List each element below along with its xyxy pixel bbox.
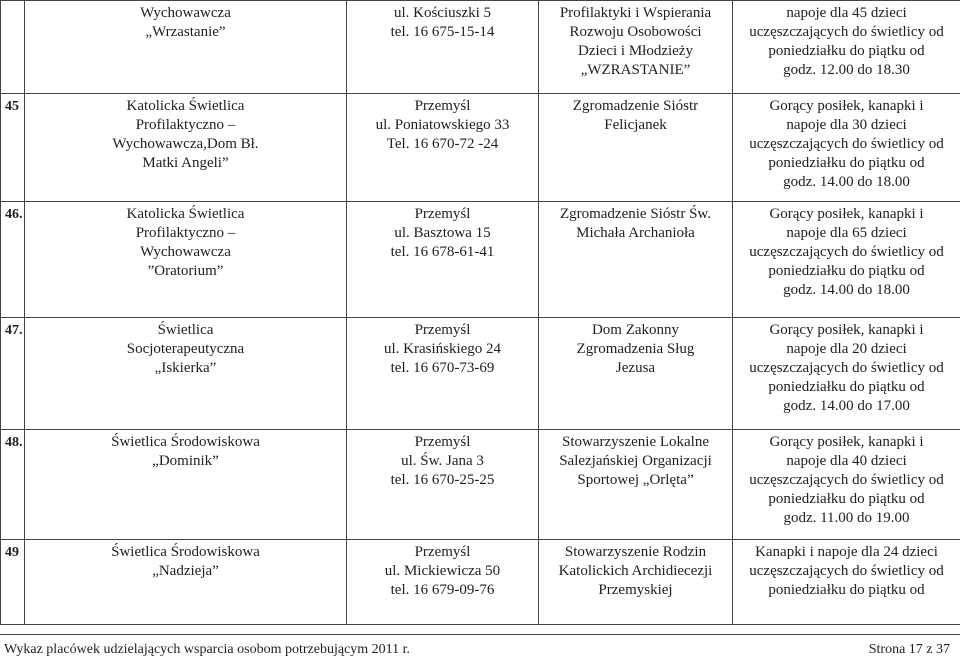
cell-service bbox=[733, 430, 960, 540]
org-line: Zgromadzenie Sióstr Św. bbox=[559, 206, 712, 222]
service-line: poniedziałku do piątku od bbox=[768, 263, 925, 279]
name-line: „Wrzastanie” bbox=[145, 24, 226, 40]
org-line: Michała Archanioła bbox=[576, 225, 695, 241]
cell-org bbox=[539, 202, 733, 318]
cell-name bbox=[25, 94, 347, 202]
name-line: Świetlica bbox=[157, 322, 214, 338]
service-line: Gorący posiłek, kanapki i bbox=[769, 434, 924, 450]
address-line: tel. 16 678-61-41 bbox=[390, 244, 495, 260]
address-line: Przemyśl bbox=[414, 206, 471, 222]
org-line: Dzieci i Młodzieży bbox=[578, 43, 693, 59]
name-line: Profilaktyczno – bbox=[135, 117, 236, 133]
footer-page-number: Strona 17 z 37 bbox=[868, 642, 950, 657]
cell-service bbox=[733, 1, 960, 94]
cell-address bbox=[347, 430, 539, 540]
org-line: Rozwoju Osobowości bbox=[569, 24, 702, 40]
address-line: Przemyśl bbox=[414, 98, 471, 114]
service-line: godz. 14.00 do 18.00 bbox=[783, 282, 910, 298]
org-line: Salezjańskiej Organizacji bbox=[559, 453, 712, 469]
name-line: Świetlica Środowiskowa bbox=[111, 434, 260, 450]
address-line: Tel. 16 670-72 -24 bbox=[386, 136, 499, 152]
cell-address bbox=[347, 202, 539, 318]
service-line: Gorący posiłek, kanapki i bbox=[769, 322, 924, 338]
table-row bbox=[1, 430, 960, 540]
footer-divider bbox=[0, 634, 960, 635]
name-line: ”Oratorium” bbox=[147, 263, 224, 279]
service-line: napoje dla 45 dzieci bbox=[786, 5, 907, 21]
cell-org bbox=[539, 1, 733, 94]
cell-address bbox=[347, 540, 539, 625]
name-line: Katolicka Świetlica bbox=[126, 98, 245, 114]
table-row bbox=[1, 1, 960, 94]
service-line: uczęszczających do świetlicy od bbox=[749, 360, 944, 376]
table-body bbox=[1, 1, 960, 625]
address-line: ul. Mickiewicza 50 bbox=[384, 563, 501, 579]
table-row bbox=[1, 202, 960, 318]
service-line: uczęszczających do świetlicy od bbox=[749, 472, 944, 488]
name-line: Wychowawcza bbox=[140, 244, 231, 260]
service-line: godz. 14.00 do 17.00 bbox=[783, 398, 910, 414]
org-line: „WZRASTANIE” bbox=[580, 62, 691, 78]
cell-service bbox=[733, 94, 960, 202]
name-line: Profilaktyczno – bbox=[135, 225, 236, 241]
cell-name bbox=[25, 1, 347, 94]
cell-service bbox=[733, 540, 960, 625]
cell-org bbox=[539, 540, 733, 625]
service-line: Kanapki i napoje dla 24 dzieci bbox=[755, 544, 938, 560]
row-number: 47. bbox=[1, 318, 25, 430]
service-line: poniedziałku do piątku od bbox=[768, 43, 925, 59]
service-line: uczęszczających do świetlicy od bbox=[749, 24, 944, 40]
address-line: ul. Poniatowskiego 33 bbox=[375, 117, 510, 133]
cell-service bbox=[733, 202, 960, 318]
service-line: uczęszczających do świetlicy od bbox=[749, 244, 944, 260]
address-line: Przemyśl bbox=[414, 544, 471, 560]
cell-name bbox=[25, 202, 347, 318]
name-line: „Dominik” bbox=[152, 453, 219, 469]
address-line: Przemyśl bbox=[414, 434, 471, 450]
row-number: 45 bbox=[1, 94, 25, 202]
service-line: poniedziałku do piątku od bbox=[768, 155, 925, 171]
org-line: Zgromadzenie Sióstr bbox=[572, 98, 699, 114]
service-line: godz. 11.00 do 19.00 bbox=[783, 510, 910, 526]
address-line: tel. 16 679-09-76 bbox=[390, 582, 495, 598]
name-line: Socjoterapeutyczna bbox=[126, 341, 245, 357]
address-line: ul. Krasińskiego 24 bbox=[383, 341, 502, 357]
name-line: Wychowawcza bbox=[140, 5, 231, 21]
cell-name bbox=[25, 318, 347, 430]
cell-org bbox=[539, 318, 733, 430]
org-line: Jezusa bbox=[615, 360, 656, 376]
address-line: tel. 16 675-15-14 bbox=[390, 24, 495, 40]
name-line: Świetlica Środowiskowa bbox=[111, 544, 260, 560]
org-line: Felicjanek bbox=[604, 117, 667, 133]
table-row bbox=[1, 94, 960, 202]
footer-document-title: Wykaz placówek udzielających wsparcia osobom potrzebującym 2011 r. bbox=[4, 642, 411, 657]
row-number: 48. bbox=[1, 430, 25, 540]
name-line: Wychowawcza,Dom Bł. bbox=[112, 136, 259, 152]
service-line: uczęszczających do świetlicy od bbox=[749, 563, 944, 579]
cell-address bbox=[347, 318, 539, 430]
org-line: Profilaktyki i Wspierania bbox=[559, 5, 712, 21]
table-row bbox=[1, 318, 960, 430]
org-line: Dom Zakonny bbox=[591, 322, 680, 338]
row-number bbox=[1, 1, 25, 94]
service-line: napoje dla 30 dzieci bbox=[786, 117, 907, 133]
address-line: Przemyśl bbox=[414, 322, 471, 338]
org-line: Stowarzyszenie Rodzin bbox=[564, 544, 707, 560]
row-number: 46. bbox=[1, 202, 25, 318]
address-line: ul. Basztowa 15 bbox=[394, 225, 491, 241]
org-line: Sportowej „Orlęta” bbox=[577, 472, 694, 488]
cell-address bbox=[347, 94, 539, 202]
service-line: Gorący posiłek, kanapki i bbox=[769, 206, 924, 222]
service-line: godz. 12.00 do 18.30 bbox=[783, 62, 910, 78]
cell-org bbox=[539, 430, 733, 540]
page-footer bbox=[0, 634, 960, 659]
service-line: godz. 14.00 do 18.00 bbox=[783, 174, 910, 190]
org-line: Zgromadzenia Sług bbox=[576, 341, 695, 357]
name-line: Katolicka Świetlica bbox=[126, 206, 245, 222]
service-line: napoje dla 20 dzieci bbox=[786, 341, 907, 357]
address-line: tel. 16 670-73-69 bbox=[390, 360, 495, 376]
service-line: Gorący posiłek, kanapki i bbox=[769, 98, 924, 114]
table-row bbox=[1, 540, 960, 625]
address-line: ul. Św. Jana 3 bbox=[401, 453, 484, 469]
address-line: ul. Kościuszki 5 bbox=[393, 5, 492, 21]
service-line: poniedziałku do piątku od bbox=[768, 582, 925, 598]
service-line: poniedziałku do piątku od bbox=[768, 491, 925, 507]
cell-org bbox=[539, 94, 733, 202]
service-line: napoje dla 65 dzieci bbox=[786, 225, 907, 241]
cell-name bbox=[25, 430, 347, 540]
org-line: Katolickich Archidiecezji bbox=[558, 563, 713, 579]
name-line: „Iskierka” bbox=[154, 360, 217, 376]
cell-address bbox=[347, 1, 539, 94]
name-line: „Nadzieja” bbox=[152, 563, 219, 579]
org-line: Stowarzyszenie Lokalne bbox=[561, 434, 710, 450]
cell-service bbox=[733, 318, 960, 430]
service-line: uczęszczających do świetlicy od bbox=[749, 136, 944, 152]
service-line: napoje dla 40 dzieci bbox=[786, 453, 907, 469]
row-number: 49 bbox=[1, 540, 25, 625]
service-line: poniedziałku do piątku od bbox=[768, 379, 925, 395]
address-line: tel. 16 670-25-25 bbox=[390, 472, 495, 488]
name-line: Matki Angeli” bbox=[142, 155, 229, 171]
cell-name bbox=[25, 540, 347, 625]
org-line: Przemyskiej bbox=[598, 582, 673, 598]
